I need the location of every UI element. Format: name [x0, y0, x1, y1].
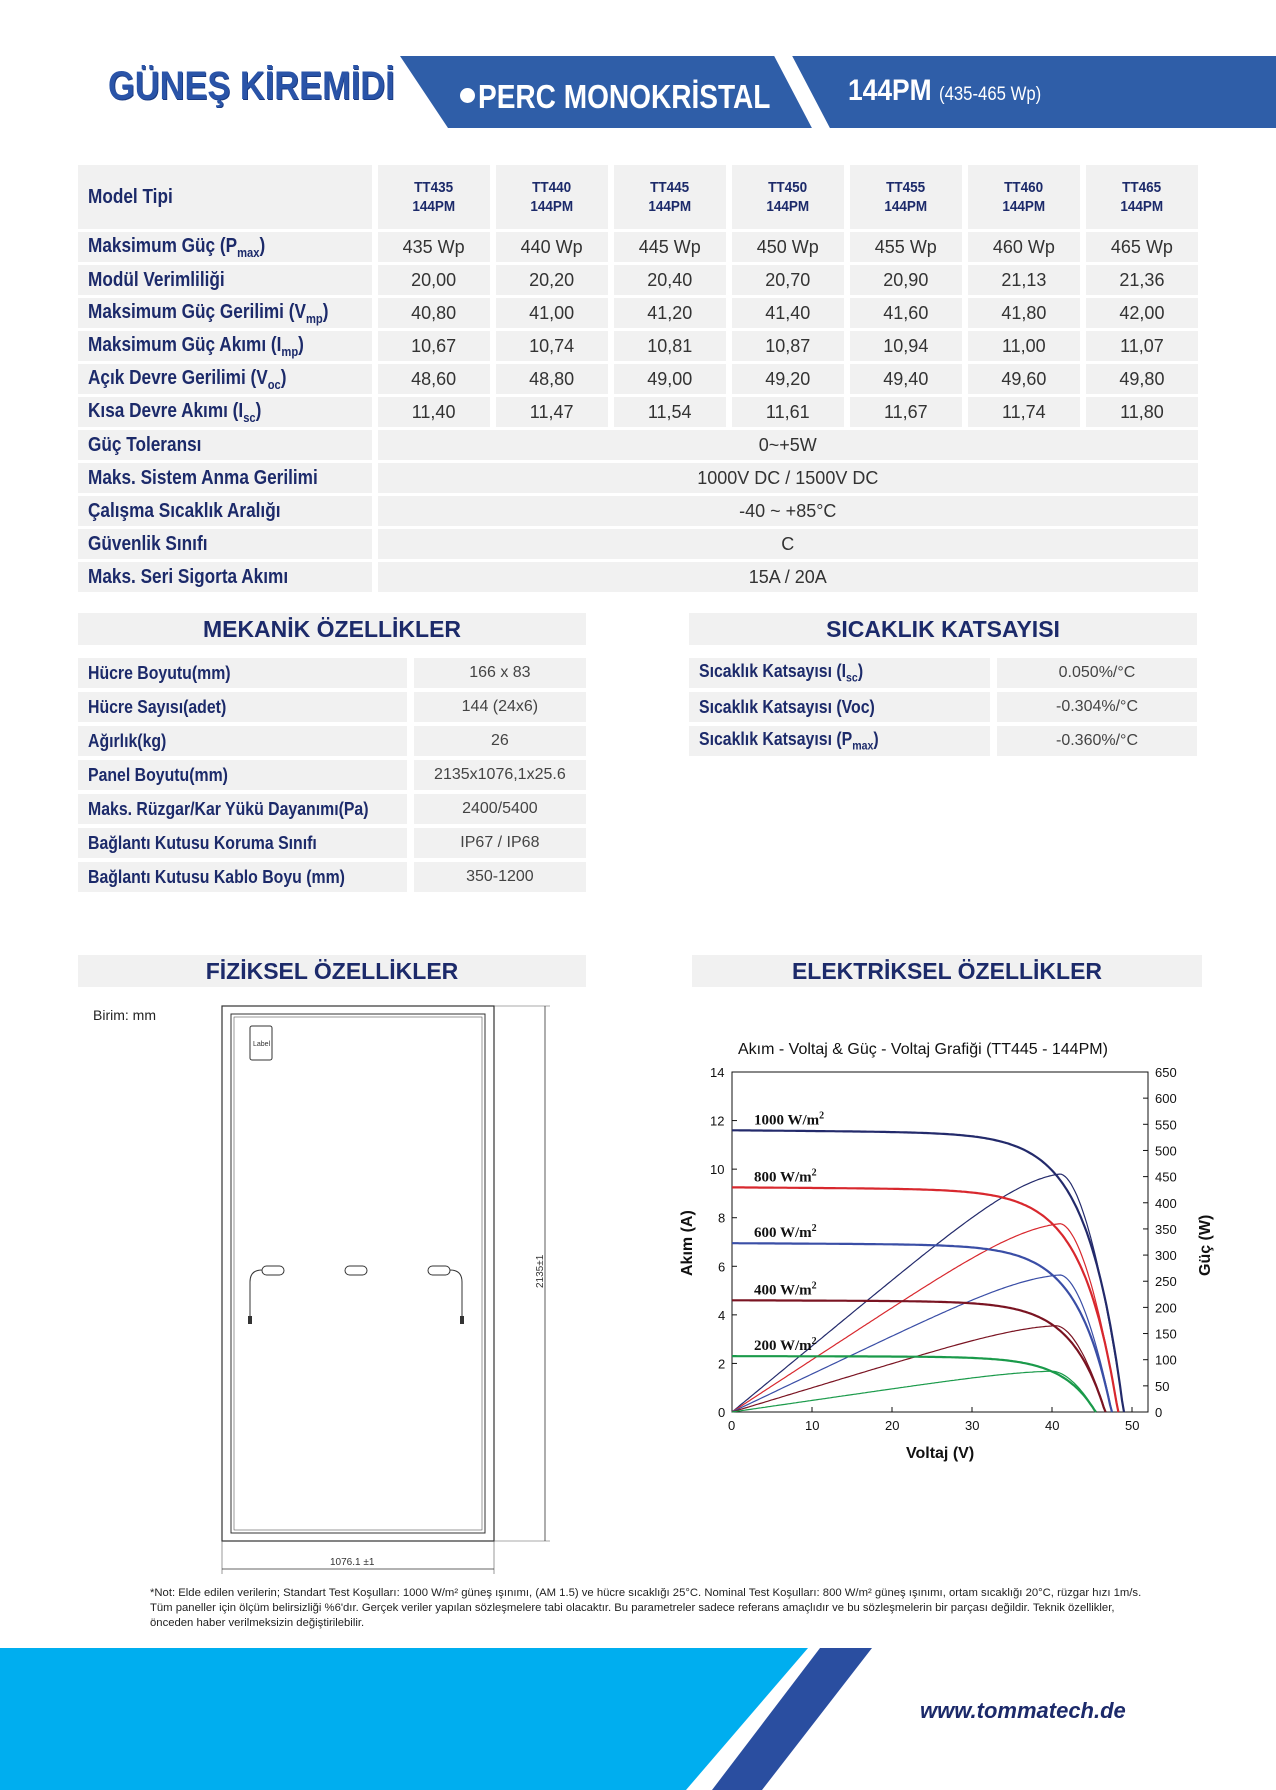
y2-tick-label: 0	[1155, 1405, 1163, 1420]
spec-value: 48,60	[378, 364, 490, 394]
temperature-value: -0.304%/°C	[997, 692, 1197, 722]
curve-label	[754, 1167, 817, 1185]
curve-label	[754, 1110, 824, 1128]
y-tick-label: 14	[710, 1065, 725, 1080]
width-dimension: 1076.1 ±1	[330, 1557, 375, 1568]
spec-value: 49,20	[732, 364, 844, 394]
x-tick-label: 50	[1125, 1418, 1140, 1433]
mechanical-value: 26	[414, 726, 586, 756]
height-dimension: 2135±1	[535, 1254, 546, 1288]
y2-tick-label: 350	[1155, 1221, 1177, 1237]
y2-tick-label: 50	[1155, 1378, 1170, 1394]
spec-value: 450 Wp	[732, 232, 844, 262]
spec-row-label: Maks. Seri Sigorta Akımı	[78, 562, 372, 592]
y2-axis-label: Güç (W)	[1197, 1214, 1214, 1276]
x-axis-label: Voltaj (V)	[906, 1445, 975, 1462]
chart-title: Akım - Voltaj & Güç - Voltaj Grafiği (TT445 - 144PM)	[738, 1041, 1108, 1058]
spec-value: 21,13	[968, 265, 1080, 295]
y2-tick-label: 600	[1155, 1091, 1177, 1107]
curve-label	[754, 1336, 817, 1354]
spec-value: 41,40	[732, 298, 844, 328]
curve-label-text: 800 W/m	[754, 1169, 812, 1186]
model-name: 144PM	[848, 74, 932, 107]
y2-tick-label: 650	[1155, 1065, 1177, 1080]
spec-value: 49,40	[850, 364, 962, 394]
model-header: TT455 144PM	[850, 165, 962, 229]
x-tick-label: 30	[965, 1418, 980, 1433]
spec-value: 10,94	[850, 331, 962, 361]
brand-title: GÜNEŞ KİREMİDİ	[108, 64, 395, 108]
spec-value: 41,20	[614, 298, 726, 328]
spec-value: 48,80	[496, 364, 608, 394]
mechanical-label: Hücre Boyutu(mm)	[78, 658, 407, 688]
spec-value: 49,00	[614, 364, 726, 394]
temperature-label: Sıcaklık Katsayısı (Voc)	[689, 692, 990, 722]
spec-value: 20,70	[732, 265, 844, 295]
spec-value: 435 Wp	[378, 232, 490, 262]
spec-value: 440 Wp	[496, 232, 608, 262]
spec-value: 10,87	[732, 331, 844, 361]
spec-row-label: Maksimum Güç Akımı $(I_{mp})$	[78, 331, 372, 361]
temperature-label: Sıcaklık Katsayısı $(P_{max})$	[689, 726, 990, 756]
spec-value: 11,67	[850, 397, 962, 427]
spec-row-label: Çalışma Sıcaklık Aralığı	[78, 496, 372, 526]
spec-value: 10,81	[614, 331, 726, 361]
electrical-spec-table	[72, 162, 1204, 595]
y2-tick-label: 200	[1155, 1300, 1177, 1316]
curve-label-text: 400 W/m	[754, 1282, 812, 1299]
model-header: TT465 144PM	[1086, 165, 1198, 229]
model-series	[848, 74, 1041, 108]
model-header: TT435 144PM	[378, 165, 490, 229]
mechanical-value: 144 (24x6)	[414, 692, 586, 722]
spec-merged-value: 0~+5W	[378, 430, 1198, 460]
mechanical-value: IP67 / IP68	[414, 828, 586, 858]
spec-value: 460 Wp	[968, 232, 1080, 262]
unit-label: Birim: mm	[93, 1007, 156, 1023]
y-tick-label: 0	[718, 1405, 726, 1420]
model-header: TT460 144PM	[968, 165, 1080, 229]
curve-label-text: 200 W/m	[754, 1338, 812, 1355]
curve-label-text: 1000 W/m	[754, 1112, 820, 1129]
model-header: TT450 144PM	[732, 165, 844, 229]
temperature-label: Sıcaklık Katsayısı $(I_{sc})$	[689, 658, 990, 688]
spec-value: 20,00	[378, 265, 490, 295]
spec-value: 20,90	[850, 265, 962, 295]
y2-tick-label: 550	[1155, 1117, 1177, 1133]
curve-label-sup: 2	[811, 1336, 817, 1348]
spec-merged-value: -40 ~ +85°C	[378, 496, 1198, 526]
spec-value: 11,40	[378, 397, 490, 427]
mechanical-label: Panel Boyutu(mm)	[78, 760, 407, 790]
y-tick-label: 4	[718, 1307, 726, 1323]
model-header: TT440 144PM	[496, 165, 608, 229]
spec-value: 11,07	[1086, 331, 1198, 361]
label-tag: Label	[253, 1041, 271, 1048]
temperature-title: SICAKLIK KATSAYISI	[689, 613, 1197, 645]
spec-row-label: Maksimum Güç $(P_{max})$	[78, 232, 372, 262]
y2-tick-label: 150	[1155, 1326, 1177, 1342]
mechanical-label: Ağırlık(kg)	[78, 726, 407, 756]
mechanical-title: MEKANİK ÖZELLİKLER	[78, 613, 586, 645]
spec-value: 465 Wp	[1086, 232, 1198, 262]
y2-tick-label: 250	[1155, 1274, 1177, 1290]
spec-value: 455 Wp	[850, 232, 962, 262]
spec-value: 41,60	[850, 298, 962, 328]
y-tick-label: 6	[718, 1259, 726, 1275]
mechanical-value: 350-1200	[414, 862, 586, 892]
curve-label	[754, 1223, 817, 1241]
x-tick-label: 20	[885, 1418, 900, 1433]
curve-label-sup: 2	[811, 1280, 817, 1292]
electrical-title: ELEKTRİKSEL ÖZELLİKLER	[692, 955, 1202, 987]
y2-tick-label: 100	[1155, 1352, 1177, 1368]
power-range: (435-465 Wp)	[938, 84, 1042, 105]
mechanical-value: 166 x 83	[414, 658, 586, 688]
mechanical-label: Maks. Rüzgar/Kar Yükü Dayanımı(Pa)	[78, 794, 407, 824]
x-tick-label: 40	[1045, 1418, 1060, 1433]
spec-merged-value: 1000V DC / 1500V DC	[378, 463, 1198, 493]
spec-value: 41,00	[496, 298, 608, 328]
curve-label	[754, 1280, 817, 1298]
temperature-table	[682, 654, 1204, 760]
spec-value: 11,74	[968, 397, 1080, 427]
spec-value: 11,47	[496, 397, 608, 427]
y-axis-label: Akım (A)	[679, 1210, 696, 1276]
y-tick-label: 8	[718, 1210, 726, 1226]
mechanical-label: Bağlantı Kutusu Kablo Boyu (mm)	[78, 862, 407, 892]
y2-tick-label: 500	[1155, 1143, 1177, 1159]
y2-tick-label: 400	[1155, 1195, 1177, 1211]
spec-value: 11,80	[1086, 397, 1198, 427]
panel-drawing	[200, 998, 570, 1578]
spec-row-label: Kısa Devre Akımı $(I_{sc})$	[78, 397, 372, 427]
y2-tick-label: 450	[1155, 1169, 1177, 1185]
footnote: *Not: Elde edilen verilerin; Standart Test Koşulları: 1000 W/m² güneş ışınımı, (AM 1.5) ve hücre sıcaklığı 25°C. Nominal Test Koşulları: 800 W/m² güneş ışınımı, ortam sıcaklığı 20°C, rüzgar hızı 1m/s. Tüm paneller için ölçüm belirsizliği %6'dır. Gerçek veriler yapılan sözleşmelere tabi olacaktır. Bu parametreler sadece referans amaçlıdır ve bu sözleşmelerin bir parçası değildir. Teknik özellikler, önceden haber verilmeksizin değiştirilebilir.	[150, 1587, 1142, 1629]
pv-curve	[732, 1371, 1096, 1412]
mechanical-label: Hücre Sayısı(adet)	[78, 692, 407, 722]
curve-label-text: 600 W/m	[754, 1225, 812, 1242]
spec-value: 11,61	[732, 397, 844, 427]
y-tick-label: 12	[710, 1113, 725, 1129]
mechanical-value: 2400/5400	[414, 794, 586, 824]
spec-value: 49,80	[1086, 364, 1198, 394]
spec-row-label: Maksimum Güç Gerilimi $(V_{mp})$	[78, 298, 372, 328]
spec-value: 20,40	[614, 265, 726, 295]
website-link[interactable]: www.tommatech.de	[920, 1698, 1126, 1723]
spec-value: 10,74	[496, 331, 608, 361]
model-type-label: Model Tipi	[78, 165, 372, 229]
spec-value: 20,20	[496, 265, 608, 295]
spec-row-label: Maks. Sistem Anma Gerilimi	[78, 463, 372, 493]
mechanical-label: Bağlantı Kutusu Koruma Sınıfı	[78, 828, 407, 858]
temperature-value: 0.050%/°C	[997, 658, 1197, 688]
spec-value: 11,54	[614, 397, 726, 427]
spec-row-label: Güvenlik Sınıfı	[78, 529, 372, 559]
spec-merged-value: C	[378, 529, 1198, 559]
temperature-value: -0.360%/°C	[997, 726, 1197, 756]
spec-row-label: Açık Devre Gerilimi $(V_{oc})$	[78, 364, 372, 394]
spec-row-label: Güç Toleransı	[78, 430, 372, 460]
spec-value: 41,80	[968, 298, 1080, 328]
physical-title: FİZİKSEL ÖZELLİKLER	[78, 955, 586, 987]
spec-value: 21,36	[1086, 265, 1198, 295]
bullet-icon	[460, 88, 475, 103]
product-type: PERC MONOKRİSTAL	[478, 78, 771, 115]
y2-tick-label: 300	[1155, 1248, 1177, 1264]
spec-value: 40,80	[378, 298, 490, 328]
curve-label-sup: 2	[819, 1110, 825, 1122]
spec-value: 42,00	[1086, 298, 1198, 328]
spec-value: 10,67	[378, 331, 490, 361]
y-tick-label: 2	[718, 1356, 726, 1372]
spec-value: 49,60	[968, 364, 1080, 394]
x-tick-label: 10	[805, 1418, 820, 1433]
spec-value: 11,00	[968, 331, 1080, 361]
iv-pv-chart	[670, 1030, 1230, 1480]
mechanical-value: 2135x1076,1x25.6	[414, 760, 586, 790]
y-tick-label: 10	[710, 1162, 725, 1178]
spec-merged-value: 15A / 20A	[378, 562, 1198, 592]
curve-label-sup: 2	[811, 1223, 817, 1235]
model-header: TT445 144PM	[614, 165, 726, 229]
spec-row-label: Modül Verimliliği	[78, 265, 372, 295]
curve-label-sup: 2	[811, 1167, 817, 1179]
x-tick-label: 0	[728, 1418, 736, 1433]
spec-value: 445 Wp	[614, 232, 726, 262]
mechanical-table	[71, 654, 593, 896]
